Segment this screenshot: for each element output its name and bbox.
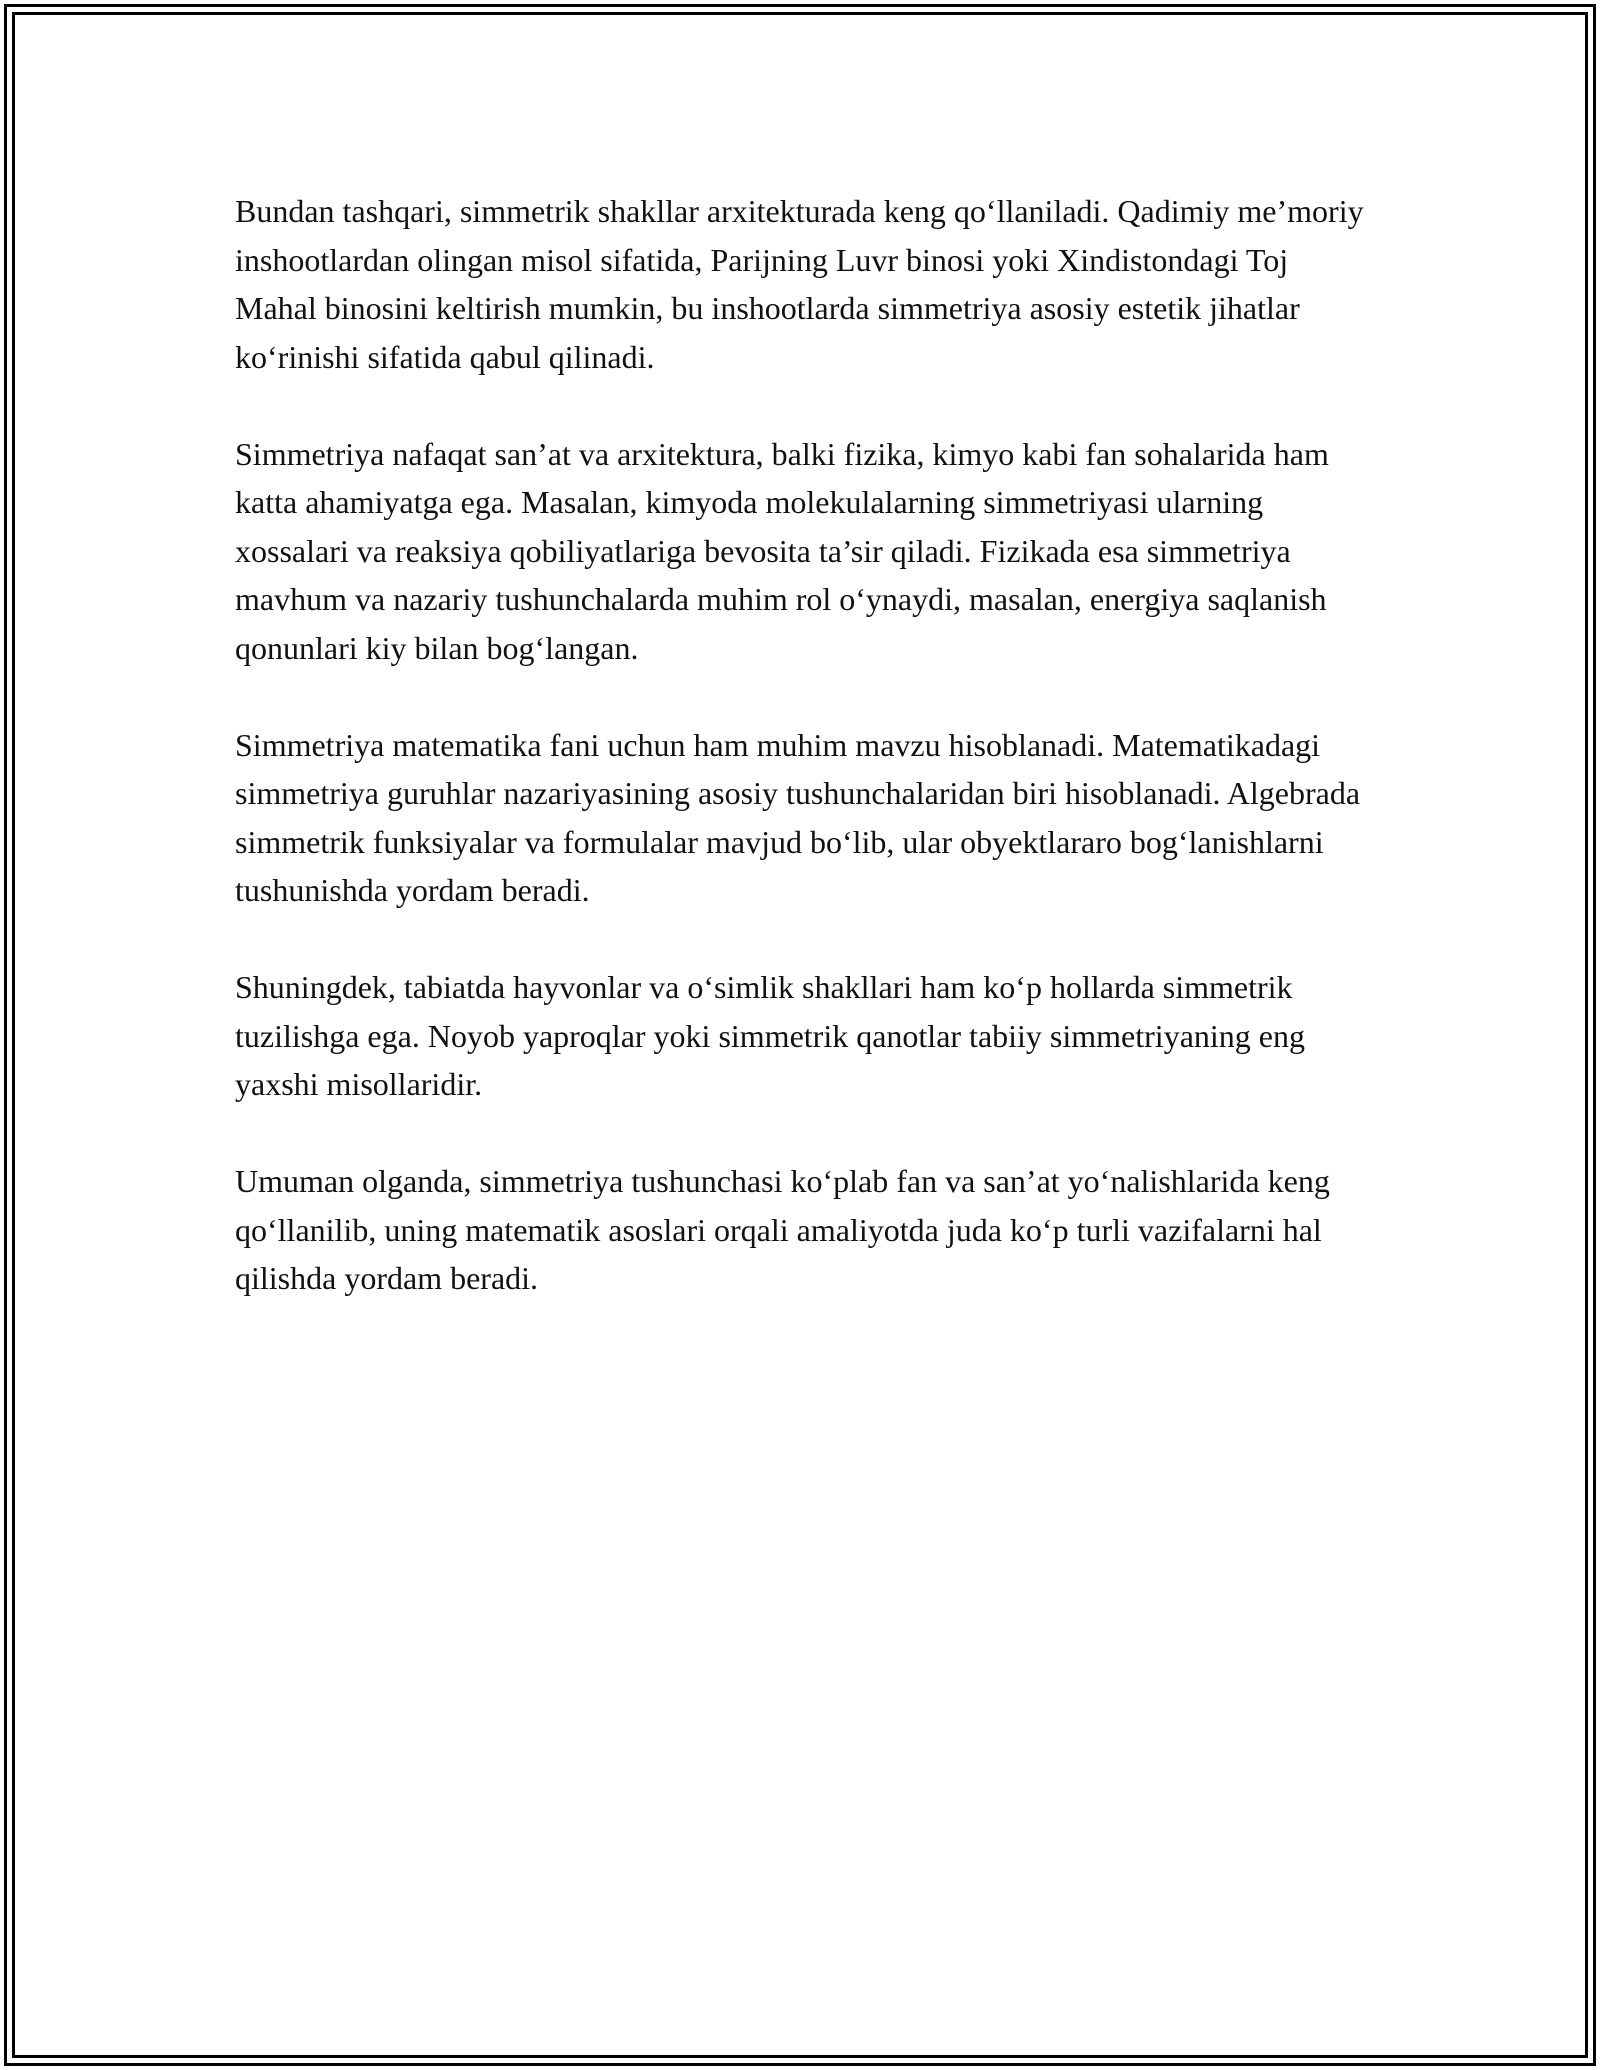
paragraph-mathematics: Simmetriya matematika fani uchun ham muhim mavzu hisoblanadi. Matematikadagi simmetriya guruhlar nazariyasining asosiy tushunchalaridan biri hisoblanadi. Algebrada simmetrik funksiyalar va formulalar mavjud bo‘lib, ular obyektlararo bog‘lanishlarni tushunishda yordam beradi. <box>235 726 1361 908</box>
paragraph-science: Simmetriya nafaqat san’at va arxitektura, balki fizika, kimyo kabi fan sohalarida ham katta ahamiyatga ega. Masalan, kimyoda molekulalarning simmetriyasi ularning xossalari va reaksiya qobiliyatlariga bevosita ta’sir qiladi. Fizikada esa simmetriya mavhum va nazariy tushunchalarda muhim rol o‘ynaydi, masalan, energiya saqlanish qonunlari kiy bilan bog‘langan. <box>235 435 1329 666</box>
paragraph-conclusion: Umuman olganda, simmetriya tushunchasi ko‘plab fan va san’at yo‘nalishlarida keng qo‘llanilib, uning matematik asoslari orqali amaliyotda juda ko‘p turli vazifalarni hal qilishda yordam beradi. <box>235 1163 1330 1296</box>
paragraph-architecture: Bundan tashqari, simmetrik shakllar arxitekturada keng qo‘llaniladi. Qadimiy me’moriy inshootlardan olingan misol sifatida, Parijning Luvr binosi yoki Xindistondagi Toj Mahal binosini keltirish mumkin, bu inshootlarda simmetriya asosiy estetik jihatlar ko‘rinishi sifatida qabul qilinadi. <box>235 193 1364 375</box>
document-body <box>235 187 1375 1351</box>
paragraph-nature: Shuningdek, tabiatda hayvonlar va o‘simlik shakllari ham ko‘p hollarda simmetrik tuzilishga ega. Noyob yaproqlar yoki simmetrik qanotlar tabiiy simmetriyaning eng yaxshi misollaridir. <box>235 969 1305 1102</box>
